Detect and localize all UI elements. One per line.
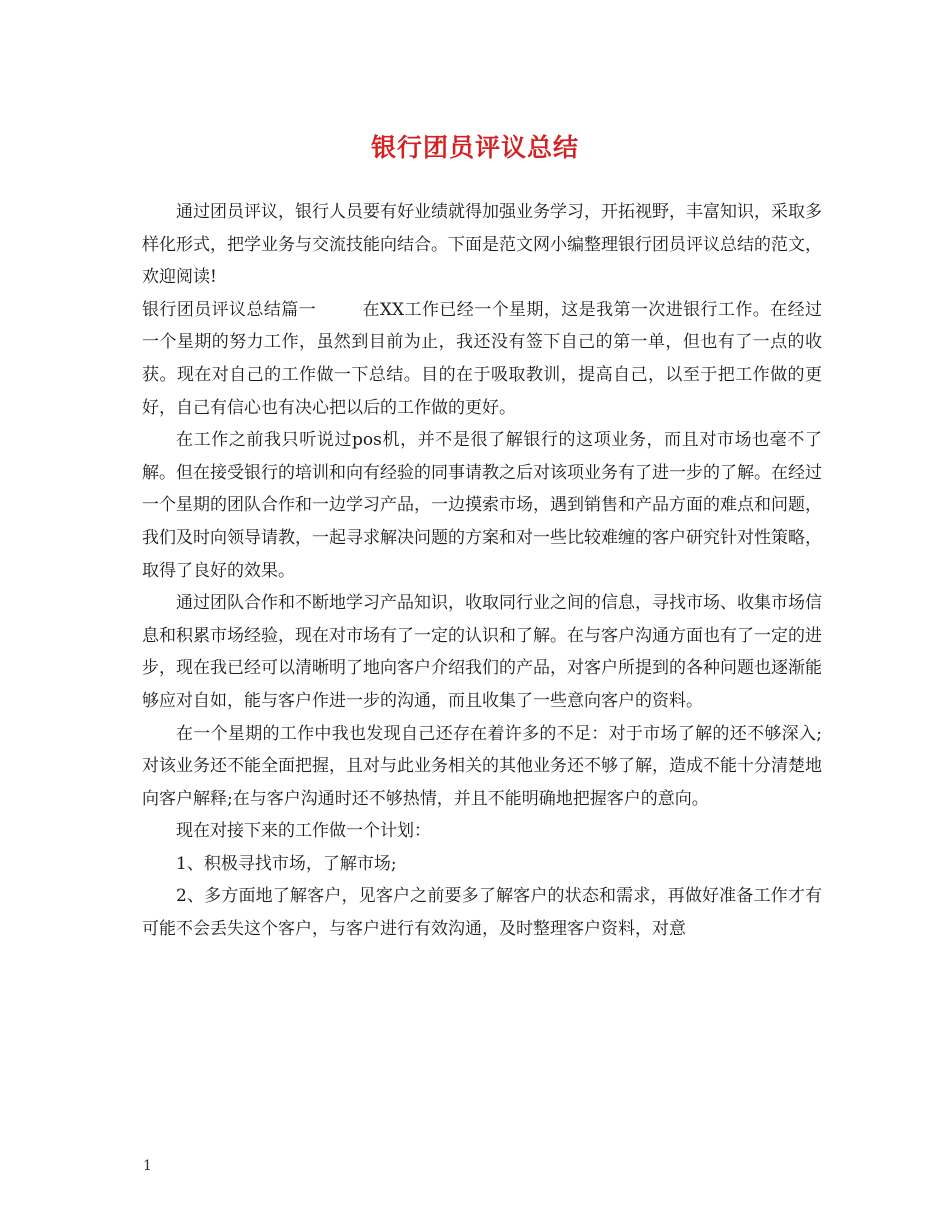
plan-intro: 现在对接下来的工作做一个计划： — [176, 821, 431, 842]
section-first-text: 在XX工作已经一个星期，这是我第一次进银行工作。在经过一个星期的努力工作，虽然到目前为止，我还没有签下自己的第一单，但也有了一点的收获。现在对自己的工作做一下总结。目的在于吸取教训，提高自己，以至于把工作做的更好，自己有信心也有决心把以后的工作做的更好。 — [142, 299, 822, 418]
intro-paragraph: 通过团员评议，银行人员要有好业绩就得加强业务学习，开拓视野，丰富知识，采取多样化形式，把学业务与交流技能向结合。下面是范文网小编整理银行团员评议总结的范文，欢迎阅读! — [142, 202, 822, 288]
page-number: 1 — [143, 1158, 152, 1174]
body-paragraph-3: 在一个星期的工作中我也发现自己还存在着许多的不足：对于市场了解的还不够深入;对该业务还不能全面把握，且对与此业务相关的其他业务还不够了解，造成不能十分清楚地向客户解释;在与客户沟通时还不够热情，并且不能明确地把握客户的意向。 — [142, 723, 822, 809]
body-paragraph-1: 在工作之前我只听说过pos机，并不是很了解银行的这项业务，而且对市场也毫不了解。但在接受银行的培训和向有经验的同事请教之后对该项业务有了进一步的了解。在经过一个星期的团队合作和一边学习产品，一边摸索市场，遇到销售和产品方面的难点和问题，我们及时向领导请教，一起寻求解决问题的方案和对一些比较难缠的客户研究针对性策略，取得了良好的效果。 — [142, 430, 822, 581]
document-title: 银行团员评议总结 — [370, 133, 579, 162]
section-first-paragraph — [142, 294, 822, 424]
plan-item-1: 1、积极寻找市场，了解市场; — [176, 853, 397, 874]
body-paragraph-2: 通过团队合作和不断地学习产品知识，收取同行业之间的信息，寻找市场、收集市场信息和积累市场经验，现在对市场有了一定的认识和了解。在与客户沟通方面也有了一定的进步，现在我已经可以清晰明了地向客户介绍我们的产品，对客户所提到的各种问题也逐渐能够应对自如，能与客户作进一步的沟通，而且收集了一些意向客户的资料。 — [142, 593, 822, 711]
section-heading: 银行团员评议总结篇一 — [142, 299, 317, 320]
plan-item-2: 2、多方面地了解客户，见客户之前要多了解客户的状态和需求，再做好准备工作才有可能不会丢失这个客户，与客户进行有效沟通，及时整理客户资料，对意 — [142, 886, 822, 940]
document-body — [142, 196, 822, 946]
